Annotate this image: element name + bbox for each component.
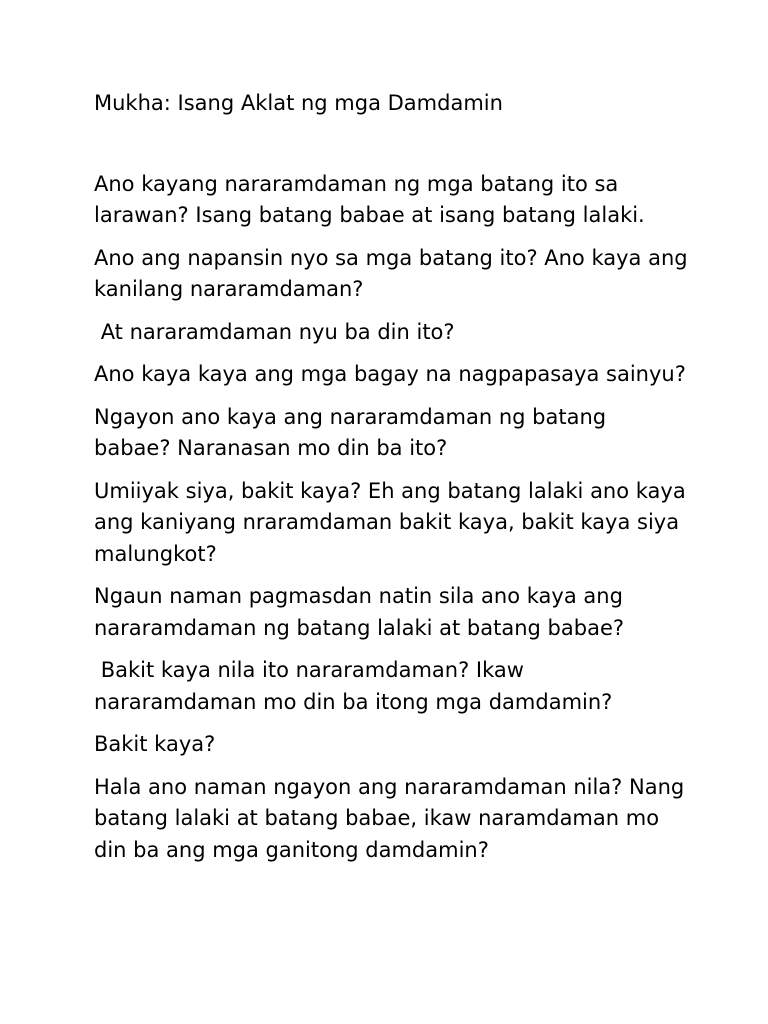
paragraph: Ngaun naman pagmasdan natin sila ano kaya ang nararamdaman ng batang lalaki at batang babae?: [94, 584, 625, 640]
paragraph: Ano kayang nararamdaman ng mga batang ito sa larawan? Isang batang babae at isang batang lalaki.: [94, 171, 645, 227]
document-body: [94, 88, 694, 877]
paragraph: Ano kaya kaya ang mga bagay na nagpapasaya sainyu?: [94, 362, 686, 386]
document-title: Mukha: Isang Aklat ng mga Damdamin: [94, 91, 503, 115]
paragraph: Ano ang napansin nyo sa mga batang ito? Ano kaya ang kanilang nararamdaman?: [94, 245, 688, 301]
paragraph: Bakit kaya?: [94, 732, 216, 756]
paragraph: Hala ano naman ngayon ang nararamdaman nila? Nang batang lalaki at batang babae, ikaw naramdaman mo din ba ang mga ganitong damdamin?: [94, 774, 685, 862]
paragraph: Ngayon ano kaya ang nararamdaman ng batang babae? Naranasan mo din ba ito?: [94, 404, 607, 460]
paragraph: Bakit kaya nila ito nararamdaman? Ikaw nararamdaman mo din ba itong mga damdamin?: [94, 658, 613, 714]
paragraph: Umiiyak siya, bakit kaya? Eh ang batang lalaki ano kaya ang kaniyang nraramdaman bakit kaya, bakit kaya siya malungkot?: [94, 478, 686, 566]
paragraph: At nararamdaman nyu ba din ito?: [94, 319, 455, 344]
